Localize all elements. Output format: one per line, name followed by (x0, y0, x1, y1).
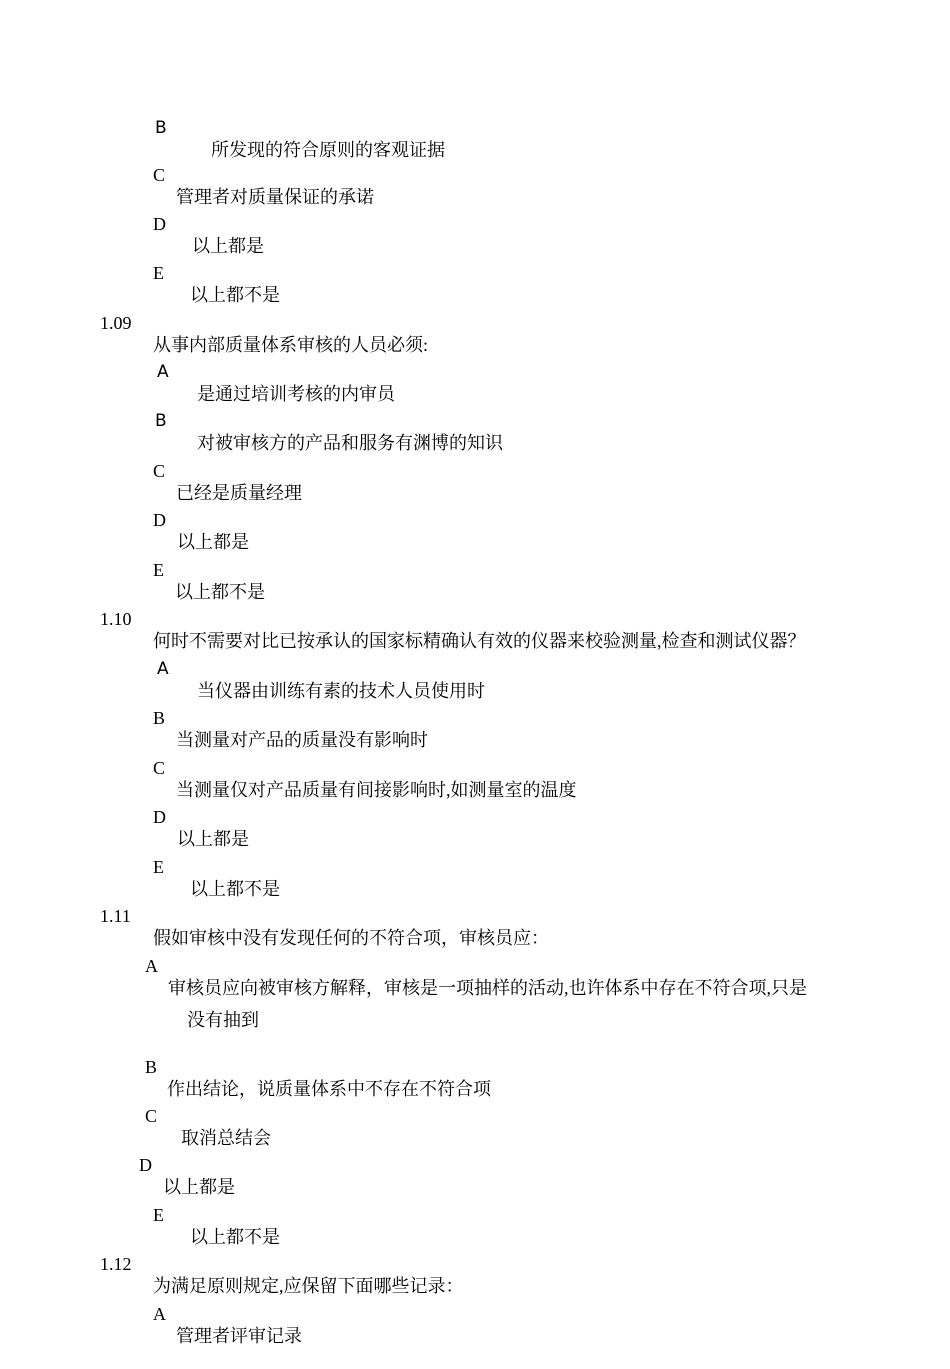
option-letter: C (153, 461, 166, 481)
question-text: 从事内部质量体系审核的人员必须: (153, 335, 428, 355)
option-letter: D (153, 214, 166, 234)
option-line (0, 1281, 302, 1369)
option-text: 管理者评审记录 (176, 1326, 302, 1346)
option-letter: E (153, 1205, 164, 1225)
question-text: 何时不需要对比已按承认的国家标精确认有效的仪器来校验测量,检查和测试仪器？ (153, 631, 806, 651)
option-text: 所发现的符合原则的客观证据 (211, 140, 445, 160)
option-text: 以上都不是 (190, 285, 280, 305)
option-text: 是通过培训考核的内审员 (197, 384, 395, 404)
option-text: 当测量仅对产品质量有间接影响时,如测量室的温度 (176, 780, 577, 800)
option-text: 以上都是 (192, 236, 264, 256)
option-text: 当仪器由训练有素的技术人员使用时 (197, 681, 485, 701)
option-text: 作出结论，说质量体系中不存在不符合项 (167, 1079, 491, 1099)
option-text: 审核员应向被审核方解释，审核是一项抽样的活动,也许体系中存在不符合项,只是 (168, 978, 807, 998)
question-number: 1.12 (100, 1254, 132, 1274)
question-text: 假如审核中没有发现任何的不符合项，审核员应： (153, 928, 549, 948)
option-letter: B (155, 411, 167, 431)
option-letter: A (145, 956, 158, 976)
option-letter: E (153, 857, 164, 877)
option-letter: A (157, 659, 169, 679)
option-text: 以上都是 (163, 1177, 235, 1197)
option-text: 当测量对产品的质量没有影响时 (176, 730, 428, 750)
option-letter: A (153, 1304, 166, 1324)
option-text: 以上都是 (177, 532, 249, 552)
question-text: 为满足原则规定,应保留下面哪些记录： (153, 1276, 464, 1296)
option-letter: C (153, 758, 166, 778)
option-letter: E (153, 560, 164, 580)
option-letter: B (153, 708, 166, 728)
option-text: 对被审核方的产品和服务有渊博的知识 (197, 433, 503, 453)
option-letter: C (145, 1106, 158, 1126)
option-letter: C (153, 165, 166, 185)
option-text: 以上都不是 (190, 879, 280, 899)
option-letter: D (153, 510, 166, 530)
option-letter: A (157, 362, 169, 382)
question-number: 1.11 (100, 906, 131, 926)
option-letter: D (139, 1155, 152, 1175)
option-text: 取消总结会 (181, 1128, 271, 1148)
option-letter: D (153, 807, 166, 827)
question-number: 1.10 (100, 609, 132, 629)
option-text: 以上都不是 (175, 582, 265, 602)
option-letter: E (153, 263, 164, 283)
option-text: 管理者对质量保证的承诺 (176, 187, 374, 207)
option-letter: B (145, 1057, 158, 1077)
option-text: 以上都不是 (190, 1227, 280, 1247)
option-letter: B (155, 118, 167, 138)
option-text: 已经是质量经理 (176, 483, 302, 503)
option-text-continuation: 没有抽到 (187, 1010, 259, 1030)
option-text: 以上都是 (177, 829, 249, 849)
question-number: 1.09 (100, 313, 132, 333)
